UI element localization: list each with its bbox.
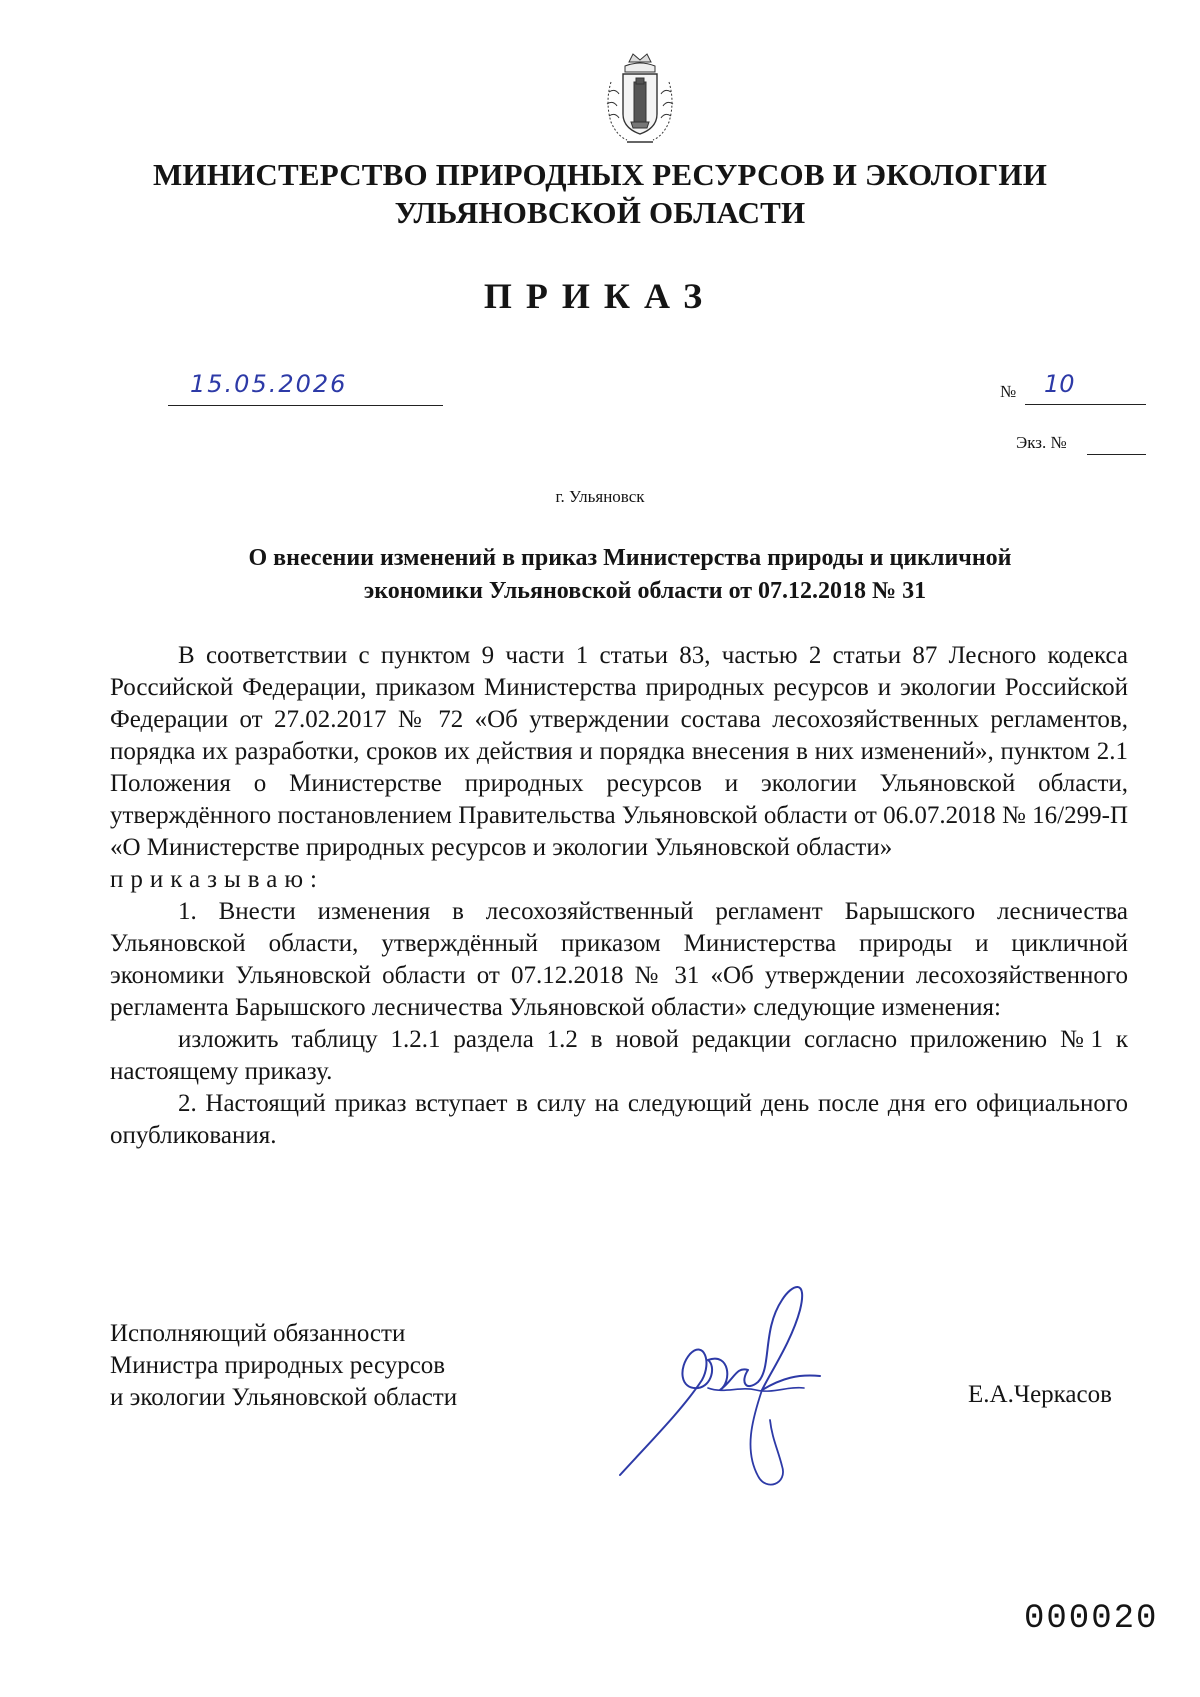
order-number: 10 <box>1044 370 1075 398</box>
date-underline <box>168 405 443 406</box>
preamble-paragraph: В соответствии с пунктом 9 части 1 статьи 83, частью 2 статьи 87 Лесного кодекса Российской Федерации, приказом Министерства природных ресурсов и экологии Российской Федерации от 27.02.2017 № 72 «Об утверждении состава лесохозяйственных регламентов, порядка их разработки, сроков их действия и порядка внесения в них изменений», пунктом 2.1 Положения о Министерстве природных ресурсов и экологии Ульяновской области, утверждённого постановлением Правительства Ульяновской области от 06.07.2018 № 16/299-П «О Министерстве природных ресурсов и экологии Ульяновской области» <box>110 642 1128 861</box>
order-word: приказываю: <box>110 866 324 893</box>
number-label: № <box>1000 382 1017 401</box>
order-date: 15.05.2026 <box>190 370 348 398</box>
city: г. Ульяновск <box>555 487 645 506</box>
document-type-title: ПРИКАЗ <box>483 276 717 316</box>
ministry-name-line2: УЛЬЯНОВСКОЙ ОБЛАСТИ <box>394 195 806 230</box>
document-serial-number: 000020 <box>1024 1600 1159 1638</box>
signatory-title-line1: Исполняющий обязанности <box>110 1320 406 1347</box>
number-underline <box>1025 404 1146 405</box>
item-1-paragraph: 1. Внести изменения в лесохозяйственный регламент Барышского лесничества Ульяновской области, утверждённый приказом Министерства природы и цикличной экономики Ульяновской области от 07.12.2018 № 31 «Об утверждении лесохозяйственного регламента Барышского лесничества Ульяновской области» следующие изменения: <box>110 898 1128 1021</box>
copy-number-label: Экз. № <box>1016 433 1067 452</box>
signatory-title <box>110 1318 457 1414</box>
ministry-name-line1: МИНИСТЕРСТВО ПРИРОДНЫХ РЕСУРСОВ И ЭКОЛОГИИ <box>152 157 1048 192</box>
handwritten-signature <box>612 1270 852 1500</box>
subject-line2: экономики Ульяновской области от 07.12.2018 № 31 <box>363 578 927 604</box>
item-2-paragraph: 2. Настоящий приказ вступает в силу на следующий день после дня его официального опубликования. <box>110 1090 1128 1149</box>
signer-name: Е.А.Черкасов <box>968 1381 1112 1408</box>
order-body <box>110 640 1128 1152</box>
signatory-title-line3: и экологии Ульяновской области <box>110 1384 458 1411</box>
copy-number-underline <box>1087 454 1146 455</box>
coat-of-arms-icon <box>603 52 677 148</box>
signatory-title-line2: Министра природных ресурсов <box>110 1352 446 1379</box>
subject-line1: О внесении изменений в приказ Министерства природы и цикличной <box>248 545 1012 571</box>
item-1-subparagraph: изложить таблицу 1.2.1 раздела 1.2 в новой редакции согласно приложению №1 к настоящему приказу. <box>110 1026 1128 1085</box>
